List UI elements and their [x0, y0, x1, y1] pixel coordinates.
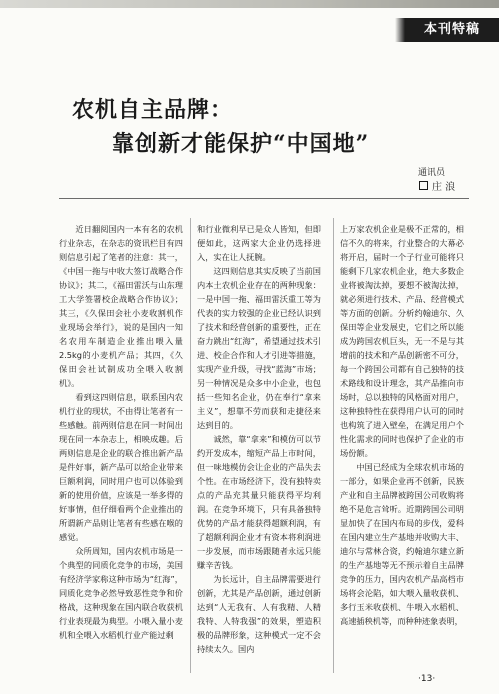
paragraph: 诚然，靠“拿来”和模仿可以节约开发成本，缩短产品上市时间，但一味地模仿会让企业的产品失去个性。在市场经济下，没有独特卖点的产品充其量只能获得平均利润。在竞争环境下，只有具备独特优势的产品才能获得超额利润，有了超额利润企业才有资本将利润进一步发展，而市场跟随者永远只能赚辛苦钱。 — [197, 434, 321, 570]
square-bullet-icon — [419, 181, 428, 190]
column-divider — [190, 218, 191, 673]
paragraph: 这四则信息其实反映了当前国内本土农机企业存在的两种现象：一是中国一拖、福田雷沃重工等为代表的实力较强的企业已经认识到了技术和经营创新的重要性，正在奋力跳出“红海”，希望通过技术引进、校企合作和人才引进等措施，实现产业升级，寻找“蓝海”市场；另一种情况是众多中小企业，也包括一些知名企业，仍在奉行“拿来主义”，想靠不劳而获和走捷径来达到目的。 — [197, 266, 321, 430]
top-color-band — [0, 0, 499, 8]
paragraph: 看到这四则信息，联系国内农机行业的现状，不由得让笔者有一些感触。前两则信息在同一时间出现在同一本杂志上，相映成趣。后两则信息是企业的联合推出新产品是件好事，新产品可以给企业带来巨额利润，同时用户也可以体验到新的使用价值，应该是一举多得的好事情，但仔细看两个企业推出的所谓新产品则让笔者有些感在喉的感觉。 — [59, 392, 183, 542]
paragraph: 中国已经成为全球农机市场的一部分，如果企业再不创新，民族产业和自主品牌被跨国公司收购将绝不是危言耸听。近期跨国公司明显加快了在国内布局的步伐，爱科在国内建立生产基地并收购大丰、迪尔与常林合资，约翰迪尔建立新的生产基地等无不预示着自主品牌竞争的压力，国内农机产品高档市场将会沦陷，如大喂入量收获机、多行玉米收获机、牛喂入水稻机、高速插秧机等，而种种迹象表明， — [340, 462, 464, 626]
paragraph: 和行业微利早已是众人皆知，但即便如此，这两家大企业仍选择进入，实在让人抚腕。 — [197, 224, 321, 262]
article-title-line-2: 靠创新才能保护“中国地” — [112, 131, 370, 157]
section-tag: 本刊特稿 — [405, 18, 499, 42]
paragraph: 上万家农机企业是极不正常的，相信不久的将来，行业整合的大幕必将开启，届时一个子行业可能将只能剩下几家农机企业，绝大多数企业将被淘汰掉，要想不被淘汰掉，就必须进行技术、产品、经营模式等方面的创新。分析约翰迪尔、久保田等企业发展史，它们之所以能成为跨国农机巨头，无一不是与其增前的技术和产品创新密不可分，每一个跨国公司都有自己独特的技术路线和设计理念，其产品推向市场时，总以独特的风格面对用户，这种独特性在获得用户认可的同时也构筑了进入壁垒，在满足用户个性化需求的同时也保护了企业的市场份额。 — [340, 224, 464, 458]
paragraph: 近日翻阅国内一本有名的农机行业杂志，在杂志的资讯栏目有四则信息引起了笔者的注意：其一，《中国一拖与中收大签订战略合作协议》；其二，《福田雷沃与山东理工大学签署校企战略合作协议》；其三，《久保田会社小麦收割机作业现场会举行》，说的是国内一知名农用车制造企业推出喂入量2.5kg的小麦机产品；其四，《久保田会社试制成功全喂入收割机》。 — [59, 224, 183, 388]
article-title-line-1: 农机自主品牌： — [72, 97, 234, 123]
page-number: ·13· — [418, 674, 436, 684]
author-name: 庄 浪 — [432, 182, 456, 193]
paragraph: 众所周知，国内农机市场是一个典型的同质化竞争的市场，美国有经济学家称这种市场为“红海”，同质化竞争必然导致恶性竞争和价格战，这种现象在国内联合收获机行业表现最为典型。小喂入量小麦机和全喂入水稻机行业产能过剩 — [59, 546, 183, 640]
author-byline — [419, 178, 455, 193]
text-column-2 — [197, 222, 321, 656]
text-column-1 — [59, 222, 183, 642]
header-divider — [59, 198, 469, 199]
correspondent-label: 通讯员 — [418, 168, 446, 178]
text-column-3 — [340, 222, 464, 628]
paragraph: 为长远计，自主品牌需要进行创新，尤其是产品创新，通过创新达到“人无我有、人有我精、人精我特、人特我强”的效果，塑造积极的品牌形象，这种模式一定不会持续太久。国内 — [197, 574, 321, 654]
column-divider — [333, 218, 334, 673]
